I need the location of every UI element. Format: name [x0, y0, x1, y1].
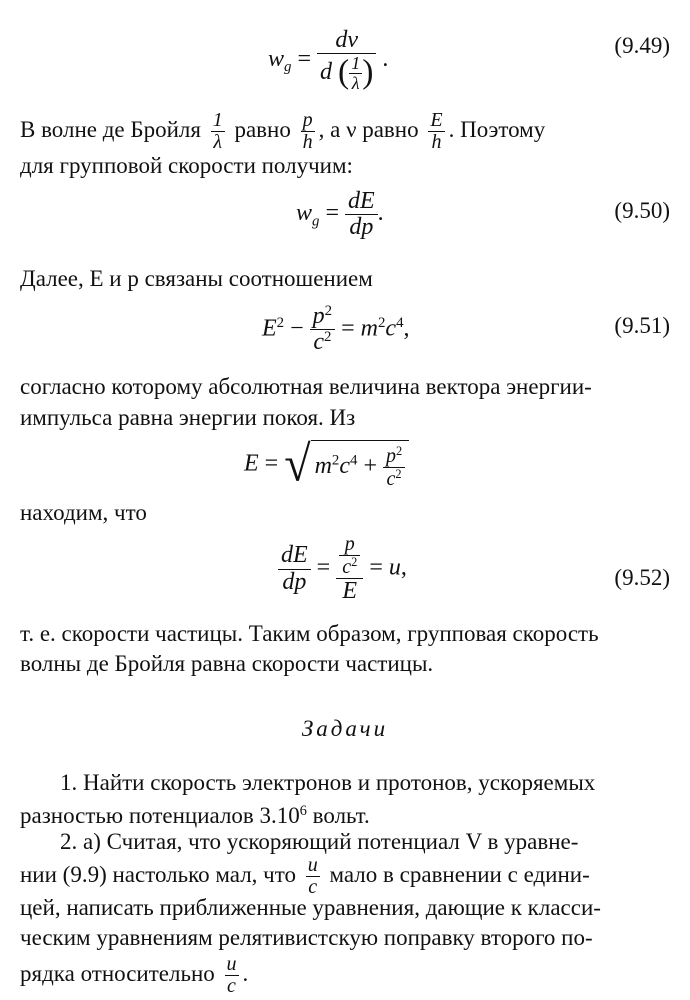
eq-term: c [385, 315, 397, 342]
fraction [345, 189, 378, 240]
fraction-denominator: E [342, 577, 358, 604]
superscript: 2 [276, 315, 285, 332]
equation-9-52-body [278, 534, 407, 604]
numerator: u [226, 953, 237, 975]
eq-term: c [339, 452, 350, 479]
paragraph-line: волны де Бройля равна скорости частицы. [20, 651, 434, 676]
fraction [310, 304, 335, 356]
denominator: c [308, 876, 318, 898]
right-paren: ) [362, 53, 374, 91]
inner-numerator: 1 [351, 53, 361, 74]
eq-tail: , [400, 554, 407, 581]
den-prefix: d [320, 59, 332, 86]
fraction-one-over-lambda [211, 110, 225, 153]
text-run: рядка относительно [20, 960, 215, 986]
problem-2-line: цей, написать приближенные уравнения, дающие к класси- [20, 895, 601, 920]
text-run: . Поэтому [448, 116, 546, 142]
superscript: 2 [395, 466, 402, 481]
eq-equals: = [341, 315, 355, 342]
fraction-denominator [383, 468, 405, 490]
fraction-p-over-h [301, 110, 315, 153]
fraction-numerator [336, 534, 363, 579]
fraction-numerator: dE [345, 189, 378, 215]
fraction-numerator [310, 304, 335, 330]
superscript: 4 [396, 315, 404, 332]
problem-2-line: 2. а) Считая, что ускоряющий потенциал V в уравне- [60, 829, 579, 854]
eq-equals: = [264, 450, 279, 477]
superscript: 2 [331, 452, 340, 469]
eq-lhs: w [268, 46, 285, 72]
den-term: c [342, 555, 352, 578]
radicand [311, 440, 410, 490]
superscript: 4 [350, 452, 358, 469]
eq-term: E [262, 315, 277, 342]
superscript: 6 [299, 803, 307, 819]
text-run: В волне де Бройля [20, 116, 201, 142]
paragraph-line: Далее, E и p связаны соотношением [20, 266, 373, 291]
superscript: 2 [323, 329, 332, 346]
eq-equals: = [369, 554, 383, 581]
superscript: 2 [324, 303, 333, 319]
equation-9-50-body [296, 189, 384, 240]
eq-tail: . [382, 46, 389, 72]
denominator: h [302, 131, 313, 153]
equation-9-51-body [262, 304, 410, 356]
text-run: , а ν равно [318, 116, 419, 142]
plus-sign: + [363, 452, 377, 479]
text-run: разностью потенциалов 3.10 [20, 802, 300, 828]
fraction-denominator [310, 330, 335, 355]
denominator: h [431, 131, 442, 153]
minus-sign: − [290, 315, 304, 342]
inner-fraction [349, 54, 362, 93]
den-term: c [386, 467, 396, 490]
square-root [284, 436, 409, 493]
paragraph-line: импульса равна энергии покоя. Из [20, 405, 356, 430]
equation-9-49 [0, 12, 690, 92]
problem-2-line [20, 954, 672, 997]
fraction-denominator [317, 54, 376, 93]
eq-tail: , [403, 315, 410, 342]
inner-denominator [339, 556, 360, 578]
fraction [317, 28, 376, 93]
equation-9-51 [0, 302, 690, 356]
equation-number: (9.51) [614, 313, 670, 338]
num-term: p [385, 444, 396, 467]
denominator: c [227, 975, 236, 997]
equation-9-49-body [268, 28, 388, 93]
eq-lhs: w [296, 200, 313, 227]
superscript: 2 [377, 315, 386, 332]
paragraph-line: для групповой скорости получим: [20, 153, 353, 178]
numerator: p [302, 109, 313, 131]
eq-term: m [314, 452, 332, 479]
text-run: нии (9.9) настолько мал, что [20, 861, 296, 887]
equation-sqrt [0, 438, 690, 498]
problem-2-line: ческим уравнениям релятивистскую поправку второго по- [20, 925, 593, 950]
denominator: λ [213, 131, 223, 153]
eq-lhs: E [244, 450, 259, 477]
equation-number: (9.50) [614, 198, 670, 223]
text-run: . [242, 960, 249, 986]
section-heading: Задачи [301, 716, 389, 741]
numerator: 1 [212, 109, 223, 131]
text-run: мало в сравнении с едини- [329, 861, 590, 887]
fraction-numerator [383, 445, 405, 468]
left-paren: ( [338, 53, 350, 91]
eq-equals: = [297, 46, 311, 72]
inner-fraction [339, 534, 360, 578]
equation-9-50 [0, 185, 690, 245]
inner-numerator: p [339, 534, 360, 556]
eq-lhs-sub: g [284, 59, 292, 76]
radical-sign-icon: √ [284, 436, 311, 493]
fraction-denominator: dp [282, 568, 307, 595]
text-run: вольт. [306, 802, 370, 828]
numerator: E [430, 109, 443, 131]
eq-lhs-sub: g [312, 213, 320, 230]
num-term: p [312, 303, 325, 330]
den-term: c [313, 329, 324, 356]
compound-fraction [336, 534, 363, 604]
eq-tail: . [377, 200, 384, 227]
equation-sqrt-body [244, 436, 409, 493]
equation-9-52 [0, 530, 690, 626]
numerator: u [307, 854, 318, 876]
superscript: 2 [395, 444, 403, 458]
equation-number: (9.52) [614, 565, 670, 590]
fraction-denominator: dp [349, 214, 374, 241]
fraction-de-dp [278, 543, 311, 594]
paragraph-line: согласно которому абсолютная величина вектора энергии- [20, 374, 592, 399]
eq-rhs: u [388, 554, 401, 581]
eq-equals: = [325, 200, 339, 227]
fraction-u-over-c [225, 954, 239, 997]
superscript: 2 [351, 555, 358, 569]
fraction-numerator: dν [317, 28, 376, 54]
paragraph-de-broglie [20, 110, 672, 153]
paragraph-line: т. е. скорости частицы. Таким образом, групповая скорость [20, 621, 599, 646]
fraction-numerator: dE [278, 543, 311, 569]
fraction-e-over-h [428, 110, 444, 153]
eq-equals: = [316, 554, 331, 581]
fraction [383, 445, 405, 490]
text-run: равно [234, 116, 291, 142]
equation-number: (9.49) [614, 33, 670, 58]
inner-denominator: λ [351, 73, 360, 94]
eq-term: m [360, 315, 378, 342]
paragraph-line: находим, что [20, 500, 147, 525]
problem-1-line: 1. Найти скорость электронов и протонов, ускоряемых [60, 770, 596, 795]
